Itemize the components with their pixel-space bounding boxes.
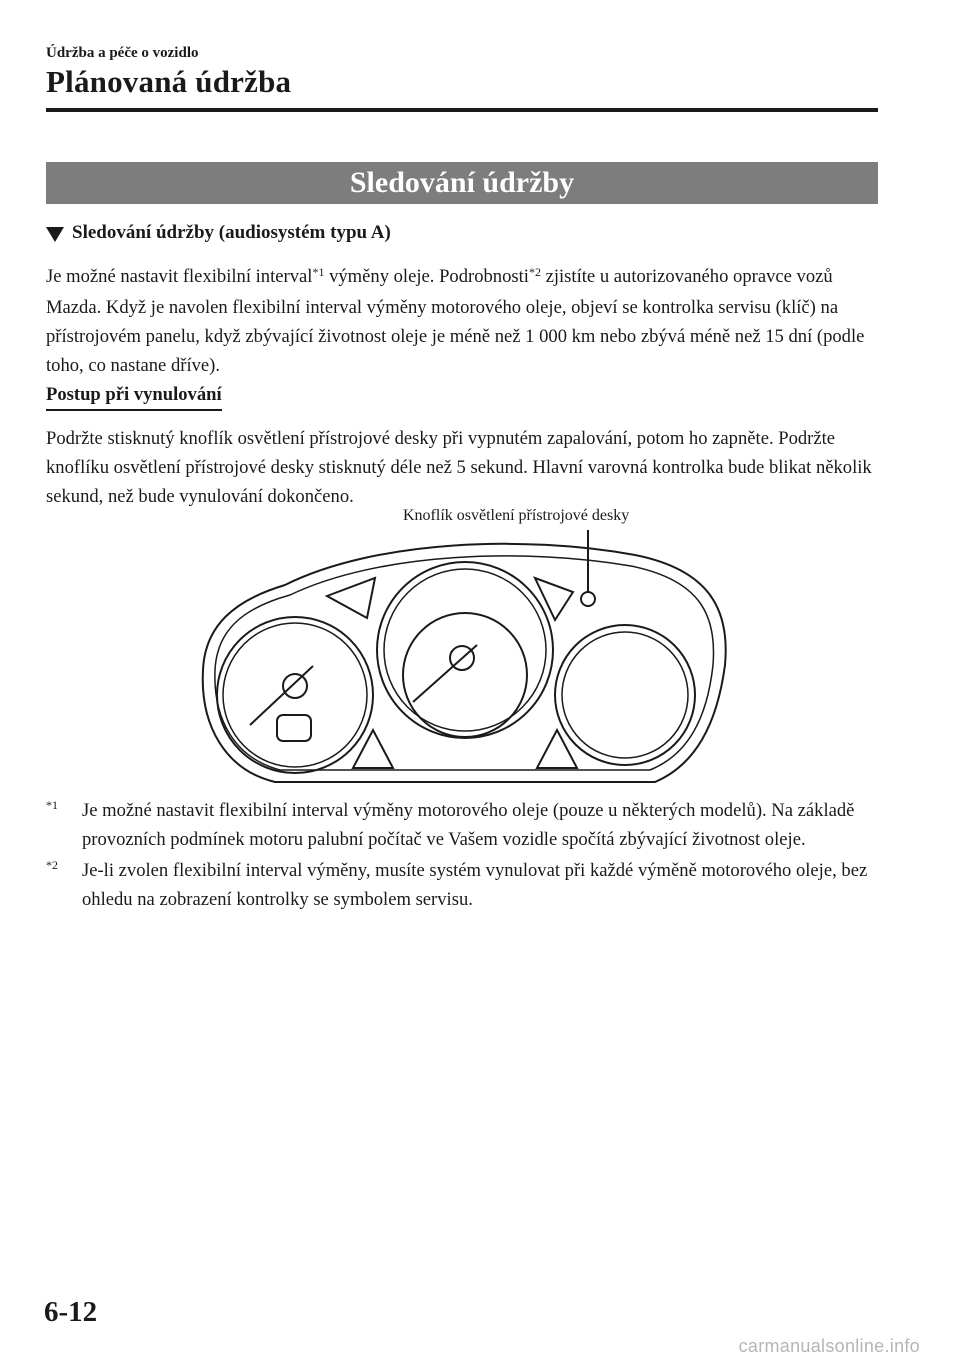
section-title: Plánovaná údržba bbox=[46, 64, 292, 99]
footnote-2-text: Je-li zvolen flexibilní interval výměny, musíte systém vynulovat při každé výměně motorového oleje, bez ohledu na zobrazení kontrolky se symbolem servisu. bbox=[82, 860, 868, 910]
footnote-2 bbox=[46, 856, 886, 914]
watermark-link[interactable]: carmanualsonline.info bbox=[738, 1336, 920, 1356]
intro-text-3: zjistíte u autorizovaného opravce vozů Mazda. Když je navolen flexibilní interval výměny motorového oleje, objeví se kontrolka servisu (klíč) na přístrojovém panelu, když zbývající životnost oleje je méně než 1 000 km nebo zbývá méně než 15 dní (podle toho, co nastane dříve). bbox=[46, 266, 865, 376]
reset-heading: Postup při vynulování bbox=[46, 384, 222, 411]
subheading-text: Sledování údržby (audiosystém typu A) bbox=[72, 222, 391, 243]
lower-right-triangle bbox=[537, 730, 577, 768]
page-number: 6-12 bbox=[44, 1296, 98, 1328]
figure-callout-label: Knoflík osvětlení přístrojové desky bbox=[403, 507, 630, 524]
lower-left-triangle bbox=[353, 730, 393, 768]
footnote-2-mark bbox=[46, 856, 82, 914]
topic-banner: Sledování údržby bbox=[46, 162, 878, 204]
footnote-1-mark bbox=[46, 796, 82, 854]
footnote-ref-1: *1 bbox=[312, 265, 325, 279]
footnote-1 bbox=[46, 796, 886, 854]
illumination-knob-icon[interactable] bbox=[581, 592, 595, 606]
chapter-title: Údržba a péče o vozidlo bbox=[46, 45, 199, 61]
header-rule bbox=[46, 108, 878, 112]
triangle-bullet-icon bbox=[46, 227, 64, 242]
intro-text-1: Je možné nastavit flexibilní interval bbox=[46, 266, 313, 287]
center-gauge bbox=[377, 562, 553, 738]
subheading bbox=[46, 222, 391, 244]
intro-text-2: výměny oleje. Podrobnosti bbox=[324, 266, 529, 287]
reset-paragraph: Podržte stisknutý knoflík osvětlení přístrojové desky při vypnutém zapalování, potom ho zapněte. Podržte knoflíku osvětlení přístrojové desky stisknutý déle než 5 sekund. Hlavní varovná kontrolka bude blikat několik sekund, než bude vynulování dokončeno. bbox=[46, 428, 872, 507]
footnotes bbox=[46, 796, 886, 916]
left-gauge bbox=[217, 617, 373, 773]
upper-right-triangle bbox=[535, 578, 573, 620]
intro-paragraph bbox=[46, 262, 886, 380]
instrument-cluster-illustration bbox=[195, 500, 735, 790]
footnote-ref-2: *2 bbox=[528, 265, 541, 279]
upper-left-triangle bbox=[327, 578, 375, 618]
cluster-outer-shroud bbox=[203, 544, 726, 782]
right-gauge bbox=[555, 625, 695, 765]
footnote-1-mark-text: *1 bbox=[46, 798, 58, 812]
footnote-1-text: Je možné nastavit flexibilní interval výměny motorového oleje (pouze u některých modelů). Na základě provozních podmínek motoru palubní počítač ve Vašem vozidle spočítá zbývající životnost oleje. bbox=[82, 800, 855, 850]
footnote-2-mark-text: *2 bbox=[46, 858, 58, 872]
